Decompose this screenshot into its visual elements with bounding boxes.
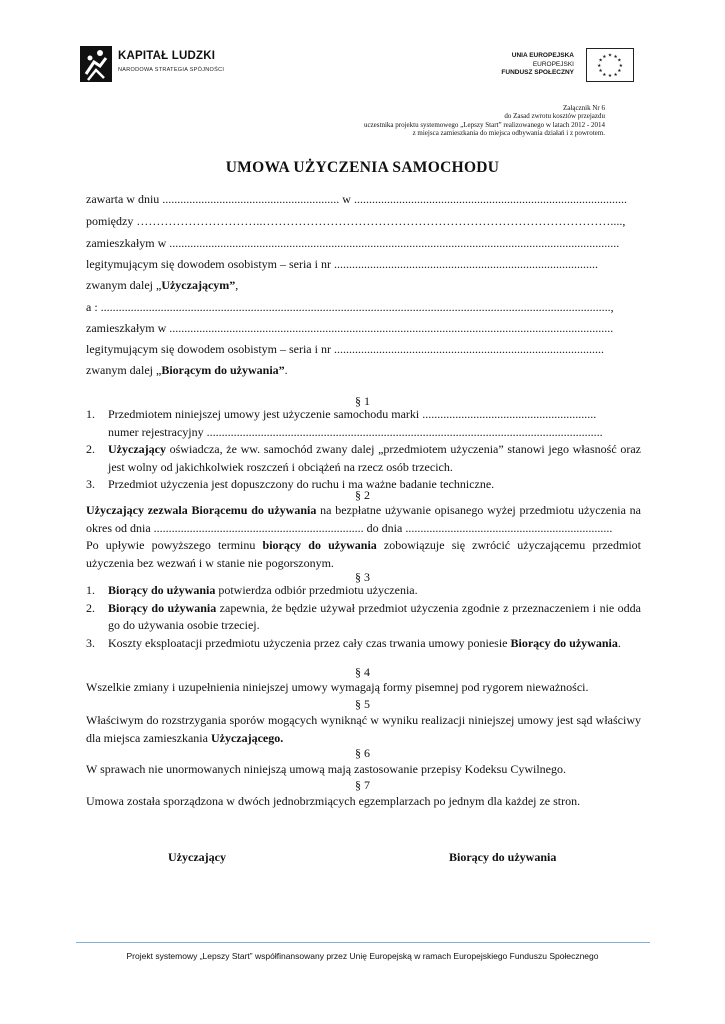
borrower-pre: zwanym dalej „: [86, 363, 162, 377]
item-number: 1.: [86, 407, 95, 421]
item-text: potwierdza odbiór przedmiotu użyczenia.: [215, 583, 418, 597]
eu-line-2: EUROPEJSKI: [532, 60, 574, 68]
paragraph-bold: Użyczającego.: [210, 730, 284, 745]
section-1-item-1: [86, 406, 641, 441]
section-3-heading: § 3: [355, 570, 370, 584]
item-bold: Biorący do używania: [108, 600, 217, 615]
attachment-line-4: z miejsca zamieszkania do miejsca odbywania działań i z powrotem.: [412, 129, 605, 138]
item-bold: Biorący do używania: [510, 635, 618, 650]
section-2-paragraph-1: [86, 502, 641, 537]
attachment-line-1: Załącznik Nr 6: [563, 104, 605, 112]
eu-line-3: FUNDUSZ SPOŁECZNY: [501, 69, 574, 76]
parties-line-borrower: [86, 363, 641, 378]
paragraph-text: zobowiązuje się zwrócić użyczającemu przedmiot użyczenia bez wezwań i w stanie nie pogorszonym.: [86, 538, 642, 570]
item-text-registration: numer rejestracyjny ....................................................................................................................................: [108, 424, 603, 439]
paragraph-text: Po upływie powyższego terminu: [86, 538, 263, 552]
section-3-item-2: [86, 600, 641, 635]
parties-line-id-2: legitymującym się dowodem osobistym – seria i nr ..........................................................................................: [86, 342, 604, 356]
document-title: UMOWA UŻYCZENIA SAMOCHODU: [225, 159, 500, 176]
svg-text:★: ★: [617, 69, 622, 75]
section-4-text: Wszelkie zmiany i uzupełnienia niniejszej umowy wymagają formy pisemnej pod rygorem nieważności.: [86, 680, 589, 694]
section-2-paragraph-2: [86, 537, 641, 572]
item-number: 2.: [86, 442, 95, 456]
eu-logo-text: [500, 52, 574, 78]
svg-text:★: ★: [618, 63, 623, 69]
kapital-ludzki-title: KAPITAŁ LUDZKI: [118, 50, 216, 62]
svg-text:★: ★: [597, 63, 602, 69]
signature-borrower: Biorący do używania: [449, 850, 557, 864]
lender-name: Użyczającym”: [161, 278, 236, 292]
parties-line-date-place: zawarta w dniu ........................................................... w ...........................................................................................: [86, 192, 627, 206]
lender-post: ,: [235, 278, 239, 292]
item-text: Przedmiotem niniejszej umowy jest użyczenie samochodu marki ..........................................................: [108, 407, 597, 421]
borrower-post: .: [284, 363, 288, 377]
item-text: Przedmiot użyczenia jest dopuszczony do ruchu i ma ważne badanie techniczne.: [108, 477, 495, 491]
item-number: 3.: [86, 635, 95, 650]
eu-logo: [500, 48, 638, 86]
section-3-list: [86, 582, 641, 652]
item-bold: Użyczający: [108, 442, 166, 456]
attachment-line-2: do Zasad zwrotu kosztów przejazdu: [504, 112, 605, 121]
attachment-line-3: uczestnika projektu systemowego „Lepszy Start” realizowanego w latach 2012 - 2014: [363, 120, 605, 129]
section-6-text: W sprawach nie unormowanych niniejszą umową mają zastosowanie przepisy Kodeksu Cywilnego.: [86, 762, 566, 776]
paragraph-text: na bezpłatne używanie opisanego wyżej przedmiotu użyczenia na okres od dnia ...................................................................... do dnia .....................................................................: [86, 503, 641, 535]
signature-lender: Użyczający: [168, 850, 226, 864]
section-7-text: Umowa została sporządzona w dwóch jednobrzmiących egzemplarzach po jednym dla każdej ze stron.: [86, 794, 581, 808]
svg-text:★: ★: [602, 72, 607, 78]
section-5-heading: § 5: [355, 697, 370, 711]
paragraph-text: Właściwym do rozstrzygania sporów mogących wyniknąć w wyniku realizacji niniejszej umowy jest sąd właściwy dla miejsca zamieszkania: [86, 713, 641, 745]
parties-line-between: pomiędzy …………………………..……………………………………………………………………………....,: [86, 214, 626, 228]
attachment-note: [275, 104, 605, 138]
section-3-item-1: [86, 582, 641, 600]
lender-pre: zwanym dalej „: [86, 278, 162, 292]
section-7-heading: § 7: [355, 778, 370, 792]
footer-text: Projekt systemowy „Lepszy Start” współfinansowany przez Unię Europejską w ramach Europejskiego Funduszu Społecznego: [126, 951, 599, 961]
paragraph-bold: Użyczający zezwala Biorącemu do używania: [86, 503, 317, 517]
paragraph-bold: biorący do używania: [262, 538, 377, 552]
parties-line-lender: [86, 278, 641, 293]
svg-text:★: ★: [602, 54, 607, 60]
parties-line-address-2: zamieszkałym w ....................................................................................................................................................: [86, 321, 614, 335]
footer-divider: [76, 942, 650, 943]
item-bold: Biorący do używania: [108, 583, 216, 597]
svg-text:★: ★: [617, 58, 622, 64]
eu-line-1: UNIA EUROPEJSKA: [511, 52, 574, 59]
svg-text:★: ★: [607, 74, 613, 80]
svg-text:★: ★: [613, 54, 618, 60]
svg-text:★: ★: [598, 58, 603, 64]
section-1-item-2: [86, 441, 641, 476]
borrower-name: Biorącym do używania”: [161, 363, 285, 377]
section-5-text: [86, 712, 641, 747]
svg-text:★: ★: [613, 72, 618, 78]
kapital-ludzki-logo: [78, 44, 228, 88]
svg-text:★: ★: [598, 69, 603, 75]
item-text: .: [617, 635, 621, 650]
section-4-heading: § 4: [355, 665, 370, 679]
svg-text:★: ★: [607, 53, 613, 59]
section-1-heading: § 1: [355, 394, 370, 408]
parties-line-address-1: zamieszkałym w ......................................................................................................................................................: [86, 236, 620, 250]
item-text: zapewnia, że będzie używał przedmiot użyczenia zgodnie z przeznaczeniem i nie odda go do używania osobie trzeciej.: [108, 600, 641, 632]
section-6-heading: § 6: [355, 746, 370, 760]
eu-flag-icon: [586, 48, 634, 82]
section-3-item-3: [86, 635, 641, 653]
item-text: oświadcza, że ww. samochód zwany dalej „przedmiotem użyczenia” stanowi jego własność oraz jest wolny od jakichkolwiek roszczeń i obciążeń na rzecz osób trzecich.: [108, 442, 641, 474]
item-number: 2.: [86, 600, 95, 615]
parties-line-id-1: legitymującym się dowodem osobistym – seria i nr ........................................................................................: [86, 257, 598, 271]
kapital-ludzki-emblem-icon: [78, 44, 114, 84]
kapital-ludzki-subtitle: NARODOWA STRATEGIA SPÓJNOŚCI: [118, 67, 225, 73]
section-2-heading: § 2: [355, 488, 370, 502]
item-text: Koszty eksploatacji przedmiotu użyczenia przez cały czas trwania umowy poniesie: [108, 635, 511, 650]
item-number: 1.: [86, 583, 95, 597]
item-number: 3.: [86, 477, 95, 491]
parties-line-and: a : ..........................................................................................................................................................................,: [86, 300, 614, 314]
section-1-list: [86, 406, 641, 494]
